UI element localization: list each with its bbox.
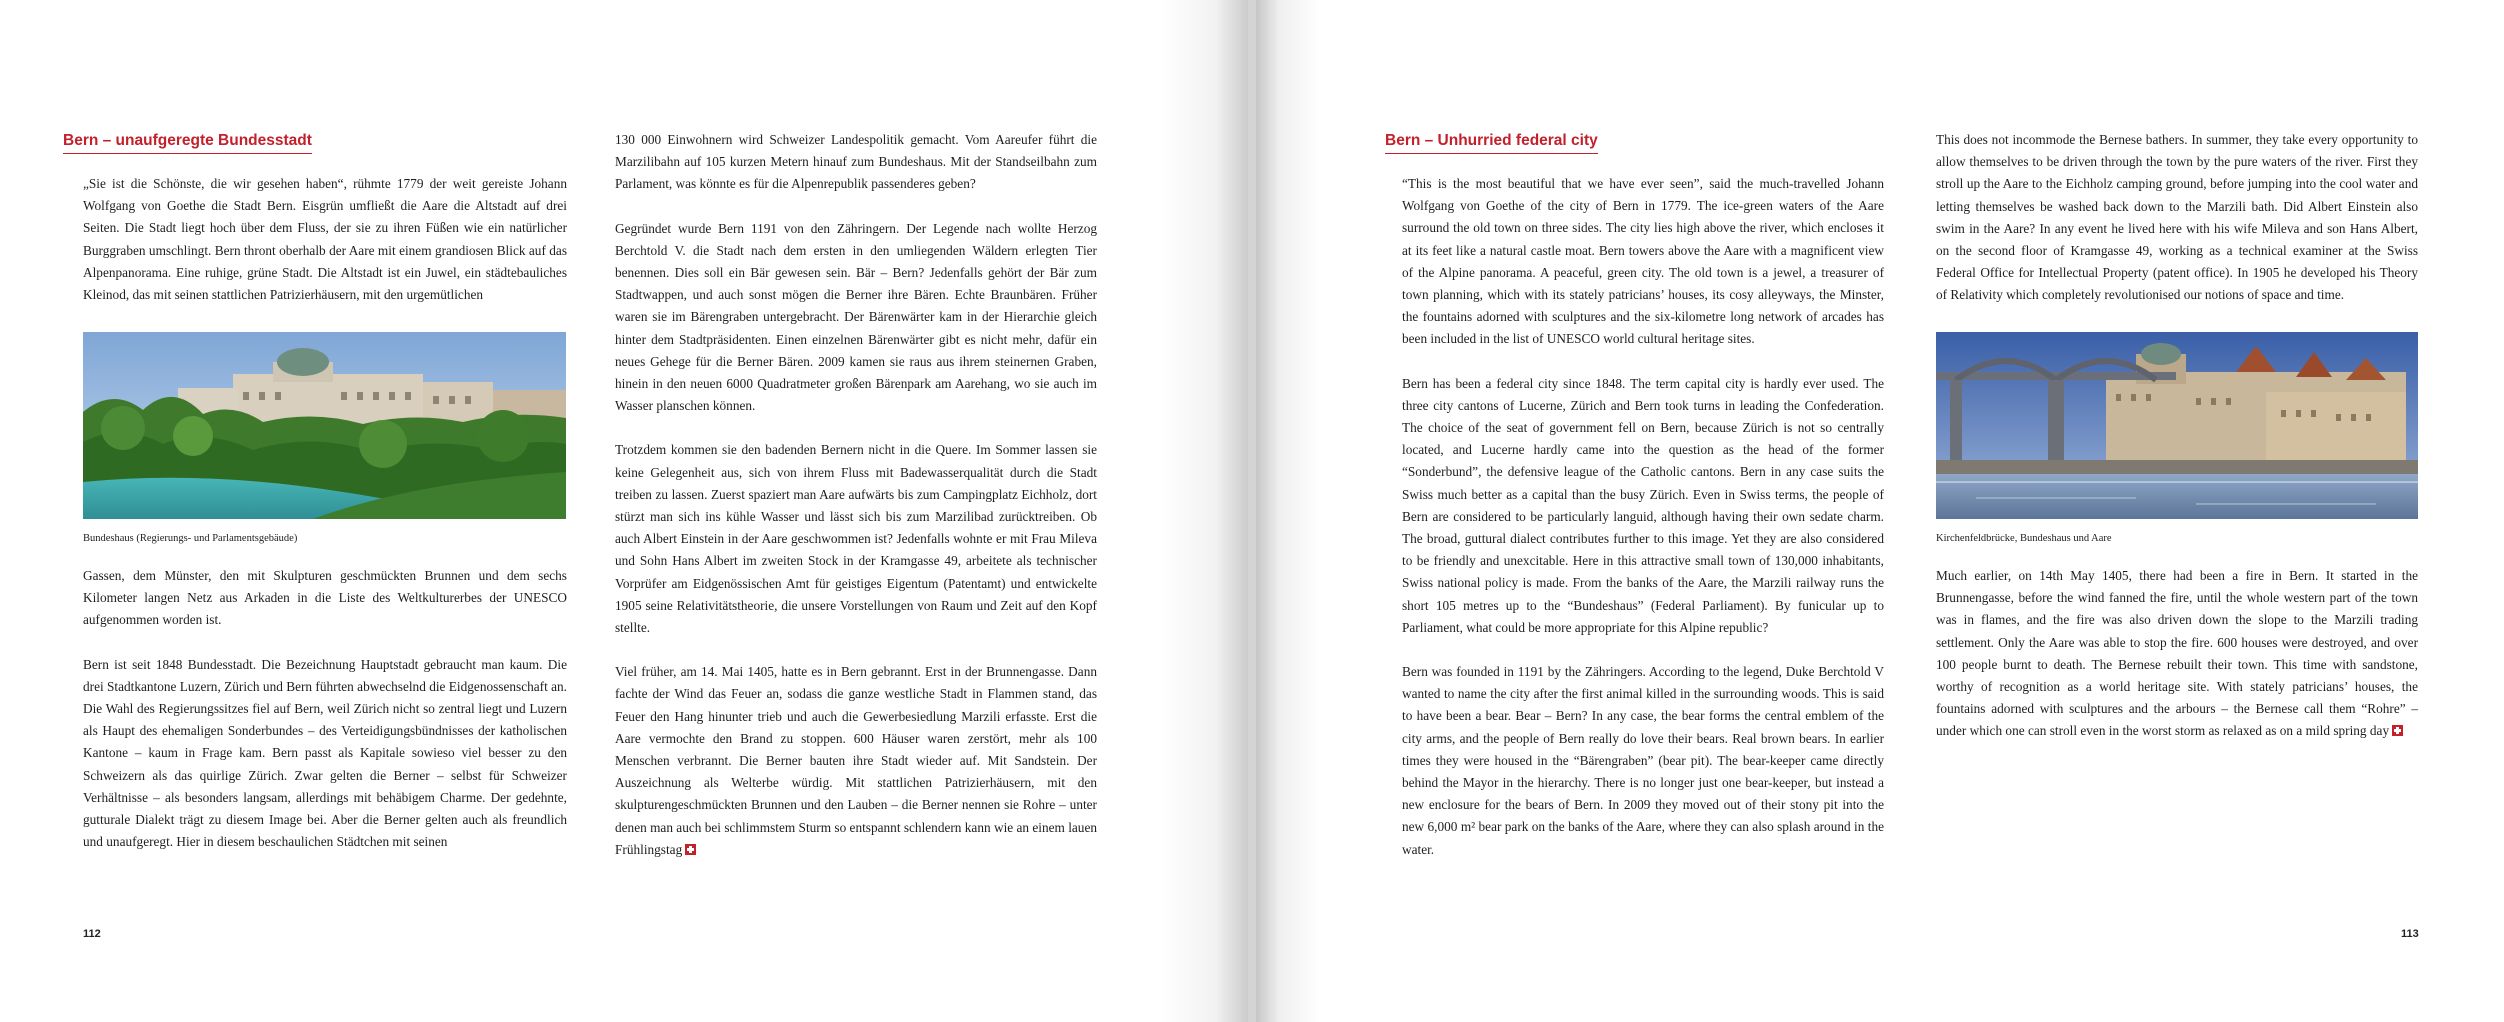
right-col1 <box>1402 173 1884 861</box>
left-col1-bottom <box>83 565 567 853</box>
paragraph: Bern ist seit 1848 Bundesstadt. Die Bezeichnung Hauptstadt gebraucht man kaum. Die drei Stadtkantone Luzern, Zürich und Bern führten abwechselnd die Eidgenossenschaft an. Die Wahl des Regierungssitzes fiel auf Bern, weil Zürich nicht so zentral liegt und Luzern als Haupt des ehemaligen Sonderbundes – des Verteidigungsbündnisses der katholischen Kantone – kaum in Frage kam. Bern passt als Kapitale sowieso viel besser zu den Schweizern als das quirlige Zürich. Zwar gelten die Berner – selbst für Schweizer Verhältnisse – als besonders langsam, allerdings mit behäbigem Charme. Der gedehnte, gutturale Dialekt trägt zu diesem Image bei. Aber die Berner gelten auch als freundlich und unaufgeregt. Hier in diesem beschaulichen Städtchen mit seinen <box>83 656 567 850</box>
paragraph: 130 000 Einwohnern wird Schweizer Landespolitik gemacht. Vom Aareufer führt die Marzilibahn auf 105 kurzen Metern hinauf zum Bundeshaus. Mit der Standseilbahn zum Parlament, was könnte es für die Alpenrepublik passenderes geben? <box>615 132 1097 192</box>
right-heading: Bern – Unhurried federal city <box>1385 132 1598 154</box>
left-col1-top <box>83 173 567 306</box>
right-page <box>1252 0 2504 1022</box>
paragraph: This does not incommode the Bernese bathers. In summer, they take every opportunity to allow themselves to be driven through the town by the pure waters of the river. First they stroll up the Aare to the Eichholz camping ground, before jumping into the cool water and letting themselves be washed back down to the Marzili bath. Did Albert Einstein also swim in the Aare? In any event he lived here with his wife Mileva and son Hans Albert, on the second floor of Kramgasse 49, working as a technical examiner at the Swiss Federal Office for Intellectual Property (patent office). In 1905 he developed his Theory of Relativity which completely revolutionised our notions of space and time. <box>1936 132 2418 303</box>
paragraph-text: Much earlier, on 14th May 1405, there had been a fire in Bern. It started in the Brunnengasse, before the wind fanned the fire, until the whole western part of the town was in flames, and the fire was also driven down the slope to the Marzili trading settlement. Only the Aare was able to stop the fire. 600 houses were destroyed, and over 100 people burnt to death. The Bernese rebuilt their town. This time with sandstone, worthy of recognition as a world heritage site. With stately patricians’ houses, the fountains adorned with sculptures and the arbours – the Bernese call them “Rohre” – under which one can stroll even in the worst storm as relaxed as on a mild spring day <box>1936 568 2418 739</box>
page-number: 112 <box>83 928 101 940</box>
left-col2 <box>615 129 1097 861</box>
photo-caption: Kirchenfeldbrücke, Bundeshaus und Aare <box>1936 533 2112 544</box>
book-spine <box>1248 0 1256 1022</box>
right-col2-bottom <box>1936 565 2418 743</box>
paragraph <box>615 661 1097 861</box>
paragraph: „Sie ist die Schönste, die wir gesehen haben“, rühmte 1779 der weit gereiste Johann Wolfgang von Goethe die Stadt Bern. Eisgrün umfließt die Aare die Altstadt auf drei Seiten. Die Stadt liegt hoch über dem Fluss, der sie zu ihren Füßen wie ein natürlicher Burggraben umschlingt. Bern thront oberhalb der Aare mit einem grandiosen Blick auf das Alpenpanorama. Eine ruhige, grüne Stadt. Die Altstadt ist ein Juwel, ein städtebauliches Kleinod, das mit seinen stattlichen Patrizierhäusern, mit den urgemütlichen <box>83 176 567 303</box>
gutter-shadow <box>1160 0 1252 1022</box>
page-number: 113 <box>2401 928 2419 940</box>
paragraph: Bern has been a federal city since 1848. The term capital city is hardly ever used. The three city cantons of Lucerne, Zürich and Bern took turns in leading the Confederation. The choice of the seat of government fell on Bern, because Zürich is not so centrally located, and Lucerne hardly came into the question as the head of the former “Sonderbund”, the defensive league of the Catholic cantons. Bern in any case suits the Swiss much better as a capital than the busy Zürich. Even in Swiss terms, the people of Bern are considered to be particularly languid, although having their own sedate charm. The broad, guttural dialect contributes further to this image. Yet they are also considered to be friendly and unexcitable. Here in this attractive small town of 130,000 inhabitants, Swiss national policy is made. From the banks of the Aare, the Marzili railway runs the short 105 metres up to the “Bundeshaus” (Federal Parliament). By funicular up to Parliament, what could be more appropriate for this Alpine republic? <box>1402 375 1884 635</box>
swiss-cross-icon <box>685 844 696 855</box>
kirchenfeldbruecke-photo <box>1936 332 2418 519</box>
paragraph: Bern was founded in 1191 by the Zähringers. According to the legend, Duke Berchtold V wanted to name the city after the first animal killed in the surrounding woods. This is said to have been a bear. Bear – Bern? In any case, the bear forms the central emblem of the city arms, and the people of Bern really do love their bears. Real brown bears. In earlier times they were housed in the “Bärengraben” (bear pit). The bear-keeper came directly behind the Mayor in the hierarchy. There is no longer just one bear-keeper, but instead a new enclosure for the bears of Bern. In 2009 they moved out of their stony pit into the new 6,000 m² bear park on the banks of the Aare, where they can also splash around in the water. <box>1402 664 1884 857</box>
paragraph: “This is the most beautiful that we have ever seen”, said the much-travelled Johann Wolfgang von Goethe of the city of Bern in 1779. The ice-green waters of the Aare surround the old town on three sides. The city lies high above the river, which encloses it at its feet like a natural castle moat. Bern towers above the Aare with a magnificent view of the Alpine panorama. A peaceful, green city. The old town is a jewel, a treasurer of town planning, which with its stately patricians’ houses, its cosy alleyways, the Minster, the fountains adorned with sculptures and the six-kilometre long network of arcades has been included in the list of UNESCO world cultural heritage sites. <box>1402 176 1884 347</box>
paragraph: Gegründet wurde Bern 1191 von den Zähringern. Der Legende nach wollte Herzog Berchtold V. die Stadt nach dem ersten in den umliegenden Wäldern erlegten Tier benennen. Dies soll ein Bär gewesen sein. Bär – Bern? Jedenfalls gehört der Bär zum Stadtwappen, und auch sonst mögen die Berner ihre Bären. Echte Braunbären. Früher waren sie im Bärengraben untergebracht. Der Bärenwärter kam in der Hierarchie gleich hinter dem Stadtpräsidenten. Einen einzelnen Bärenwärter gibt es nicht mehr, dafür ein neues Gehege für die Berner Bären. 2009 kamen sie raus aus ihrem steinernen Graben, hinein in den neuen 6000 Quadratmeter großen Bärenpark am Aarehang, wo sie auch im Wasser planschen können. <box>615 220 1097 414</box>
paragraph <box>1936 565 2418 743</box>
photo-caption: Bundeshaus (Regierungs- und Parlamentsgebäude) <box>83 533 298 544</box>
gutter-shadow <box>1252 0 1322 1022</box>
paragraph: Gassen, dem Münster, den mit Skulpturen geschmückten Brunnen und dem sechs Kilometer langen Netz aus Arkaden in die Liste des Weltkulturerbes der UNESCO aufgenommen worden ist. <box>83 568 567 628</box>
right-col2-top <box>1936 129 2418 307</box>
bundeshaus-photo <box>83 332 566 519</box>
paragraph: Trotzdem kommen sie den badenden Bernern nicht in die Quere. Im Sommer lassen sie keine Gelegenheit aus, sich von ihrem Fluss mit Badewasserqualität durch die Stadt treiben zu lassen. Zuerst spaziert man Aare aufwärts bis zum Campingplatz Eichholz, dort stürzt man sich ins kühle Wasser und lässt sich bis zum Marzilibad zurücktreiben. Ob auch Albert Einstein in der Aare geschwommen ist? Jedenfalls wohnte er mit Frau Mileva und Sohn Hans Albert im zweiten Stock in der Kramgasse 49, arbeitete als technischer Vorprüfer am Eidgenössischen Amt für geistiges Eigentum (Patentamt) und entwickelte 1905 seine Relativitätstheorie, die unsere Vorstellungen von Raum und Zeit auf den Kopf stellte. <box>615 442 1097 636</box>
paragraph-text: Viel früher, am 14. Mai 1405, hatte es in Bern gebrannt. Erst in der Brunnengasse. Dann fachte der Wind das Feuer an, sodass die ganze westliche Stadt in Flammen stand, das Feuer den Hang hinunter trieb und auch die Gewerbesiedlung Marzili erfasste. Erst die Aare vermochte den Brand zu stoppen. 600 Häuser waren zerstört, mehr als 100 Menschen verbrannt. Die Berner bauten ihre Stadt wieder auf. Mit Sandstein. Der Auszeichnung als Welterbe würdig. Mit stattlichen Patrizierhäusern, mit den skulpturengeschmückten Brunnen und den Lauben – die Berner nennen sie Rohre – unter denen man auch bei schlimmstem Sturm so entspannt schlendern kann wie an einem lauen Frühlingstag <box>615 664 1097 857</box>
swiss-cross-icon <box>2392 725 2403 736</box>
left-heading: Bern – unaufgeregte Bundesstadt <box>63 132 312 154</box>
